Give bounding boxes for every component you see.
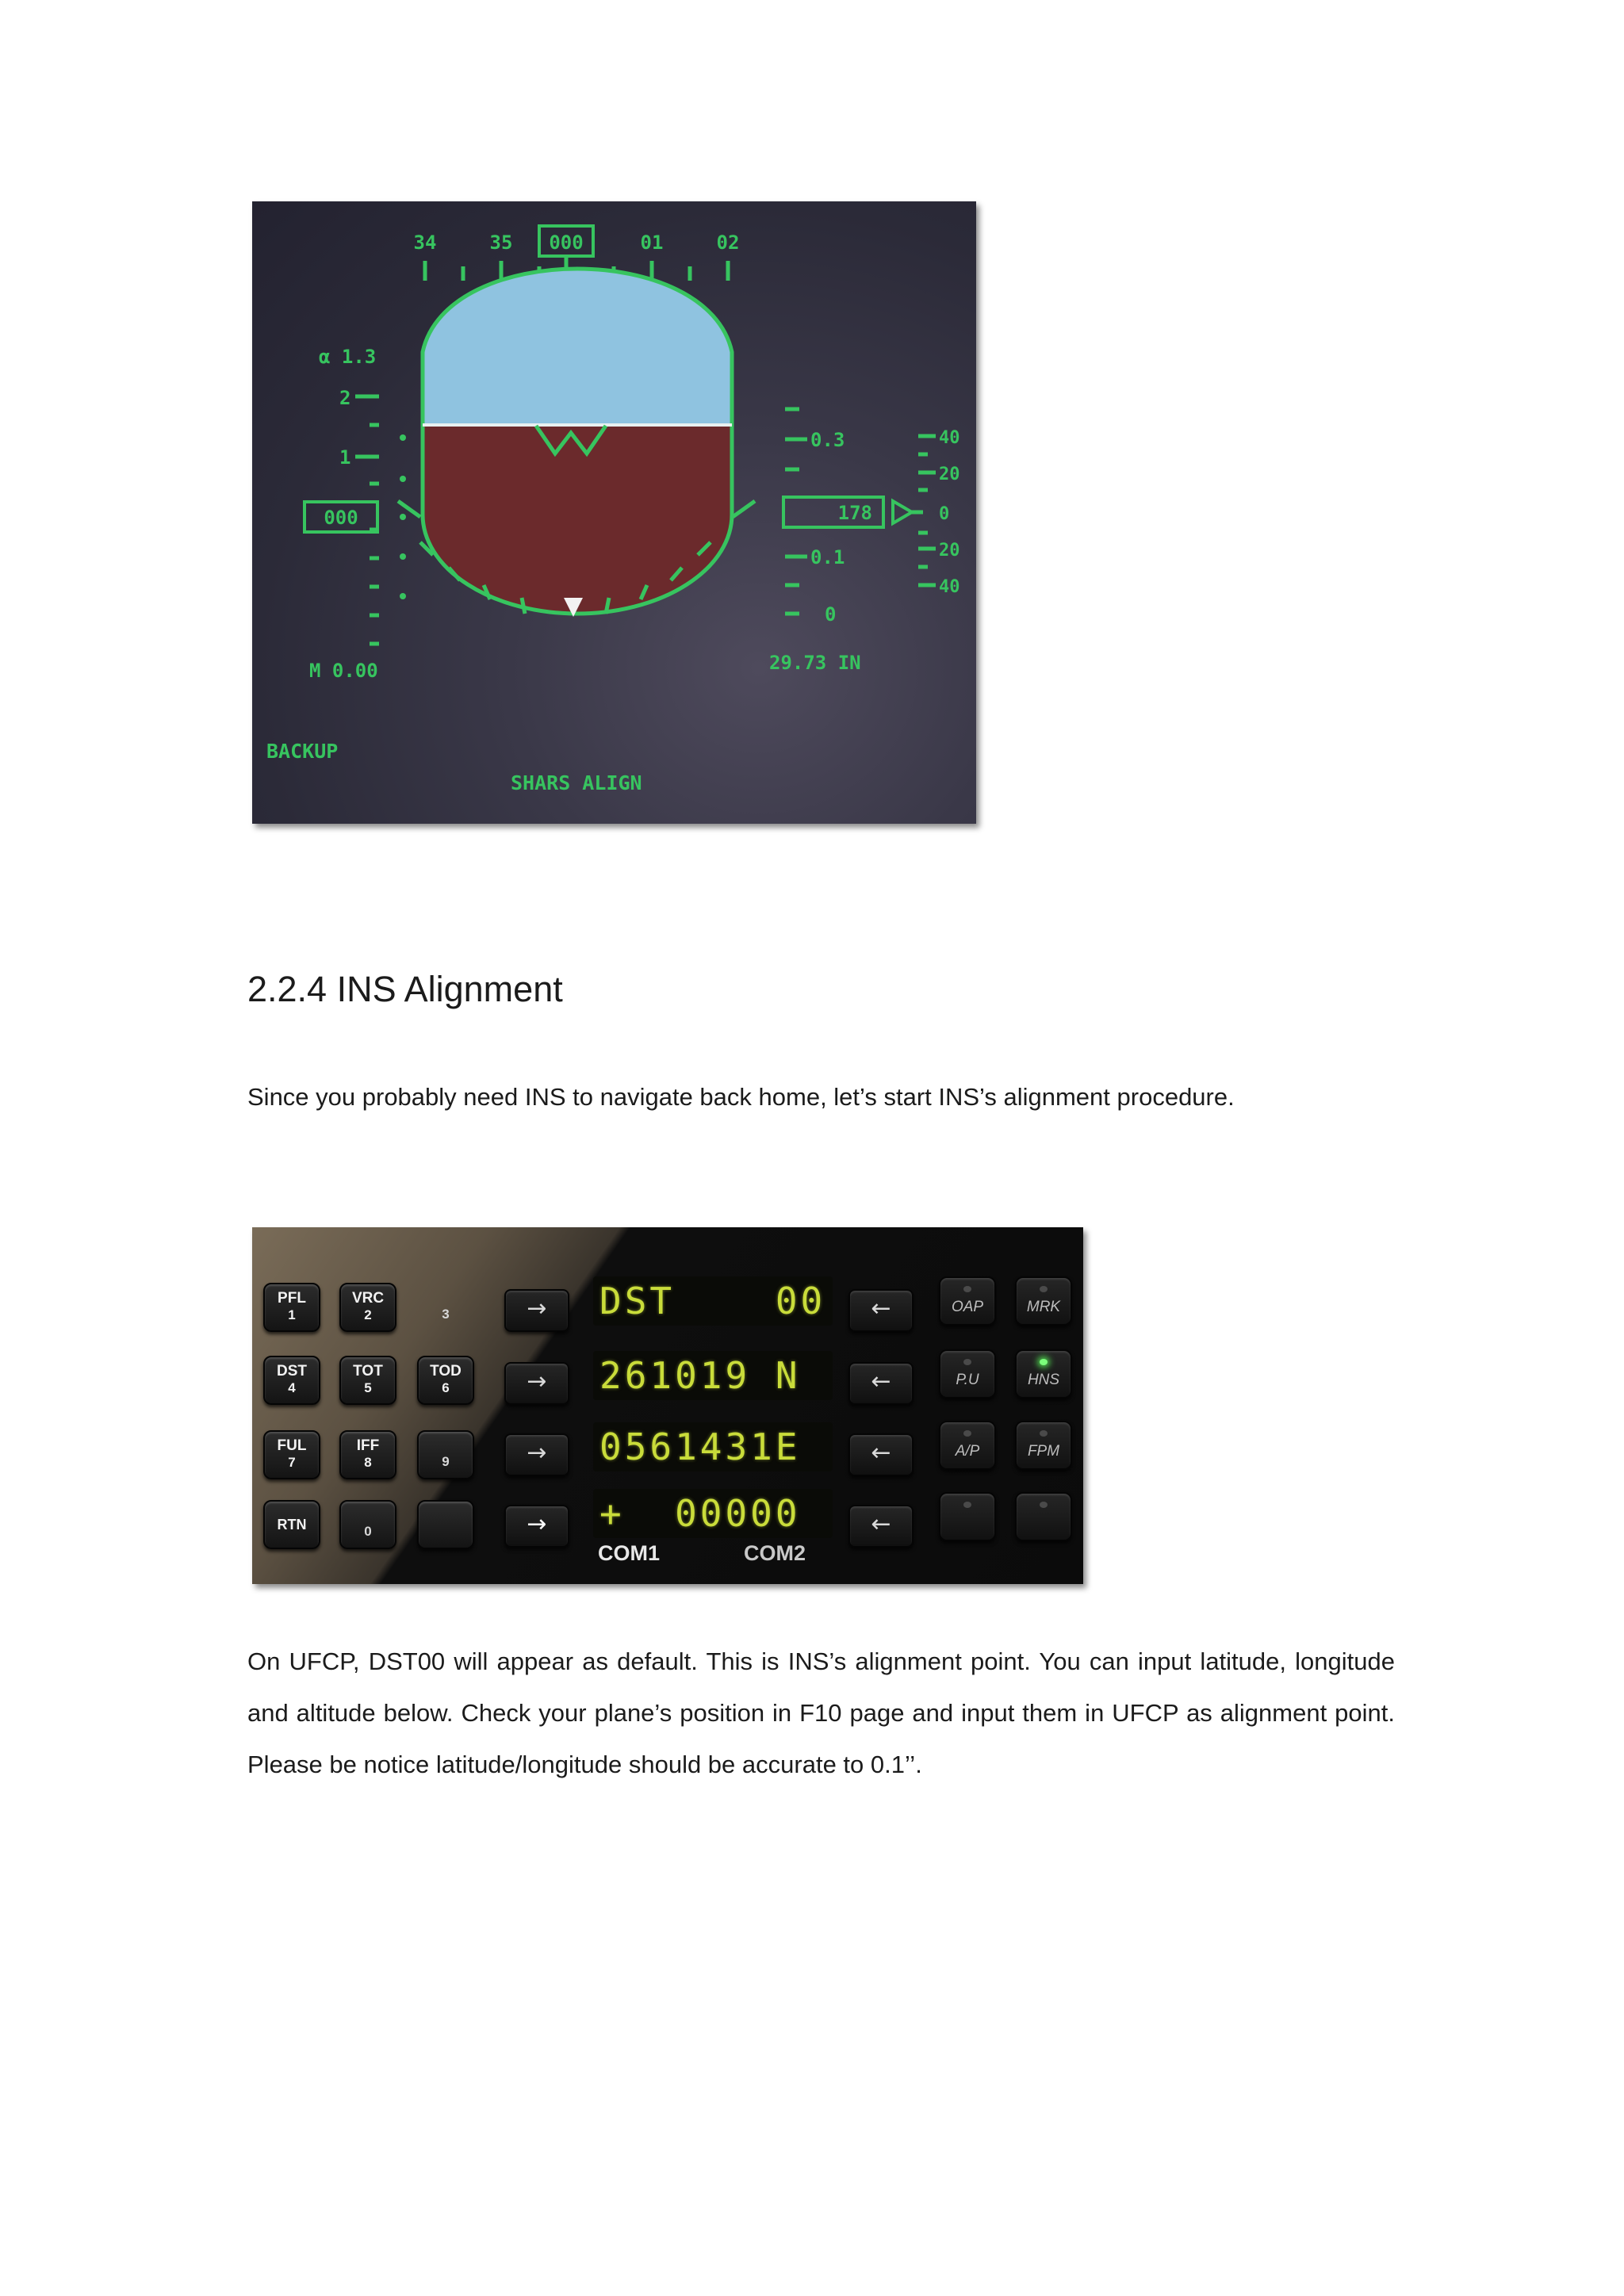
ufcp-key-pfl-1: PFL 1 — [263, 1283, 320, 1332]
intro-paragraph: Since you probably need INS to navigate back home, let’s start INS’s alignment procedure. — [247, 1083, 1235, 1111]
ufcp-display-line-4: + 00000 — [593, 1489, 833, 1538]
ufcp-display-line-3: 0561431E — [593, 1422, 833, 1471]
vsi-ticks — [785, 409, 807, 614]
ufcp-select-arrow-1: → — [504, 1289, 569, 1332]
body-paragraph: On UFCP, DST00 will appear as default. This is INS’s alignment point. You can input latitude, longitude and altitude below. Check your plane’s position in F10 page and input them in UFCP as alignment point. Please be notice latitude/longitude should be accurate to 0.1’’. — [247, 1647, 1395, 1778]
far-right-label-40-bottom: 40 — [939, 577, 960, 597]
ufcp-key-vrc-2: VRC 2 — [339, 1283, 396, 1332]
ufcp-key-tot-5: TOT 5 — [339, 1356, 396, 1405]
alpha-tick-1: 1 — [339, 446, 351, 469]
ufcp-panel-image — [252, 1227, 1083, 1584]
ufcp-key-9: 9 — [417, 1430, 474, 1479]
backup-attitude-display-image — [252, 201, 976, 824]
ufcp-key-blank — [417, 1500, 474, 1549]
right-readout-value: 178 — [837, 502, 872, 524]
ufcp-key-0: 0 — [339, 1500, 396, 1549]
alpha-readout: α 1.3 — [319, 346, 377, 368]
ufcp-select-arrow-4: → — [504, 1505, 569, 1548]
ufcp-key-pu: P.U — [939, 1349, 996, 1399]
shars-align-status: SHARS ALIGN — [511, 771, 642, 794]
far-right-label-20-bottom: 20 — [939, 541, 960, 561]
heading-label-35: 35 — [489, 232, 513, 254]
pressure-readout: 29.73 IN — [769, 652, 861, 674]
ufcp-key-fpm: FPM — [1015, 1421, 1072, 1470]
ufcp-key-dst-4: DST 4 — [263, 1356, 320, 1405]
alpha-tick-2: 2 — [339, 387, 351, 409]
ufcp-display-line-1: DST 00 — [593, 1276, 833, 1326]
alpha-scale-ticks — [355, 396, 379, 644]
ufcp-display-line-2: 261019 N — [593, 1351, 833, 1400]
alpha-dots — [400, 434, 406, 599]
ufcp-key-3: 3 — [442, 1307, 450, 1322]
vsi-label-0-3: 0.3 — [810, 429, 845, 451]
ufcp-key-hns: HNS — [1015, 1349, 1072, 1399]
vsi-label-0-1: 0.1 — [810, 546, 845, 568]
ufcp-select-arrow-2: → — [504, 1362, 569, 1405]
heading-label-current: 000 — [549, 232, 584, 254]
ufcp-key-oap: OAP — [939, 1276, 996, 1326]
mach-readout: M 0.00 — [309, 660, 378, 682]
section-heading: 2.2.4 INS Alignment — [247, 969, 563, 1009]
ufcp-select-arrow-3: → — [504, 1433, 569, 1476]
ufcp-key-tod-6: TOD 6 — [417, 1356, 474, 1405]
ufcp-key-ap: A/P — [939, 1421, 996, 1470]
ufcp-key-blank-right — [1015, 1492, 1072, 1541]
far-right-label-20-top: 20 — [939, 465, 960, 484]
ufcp-com1-label: COM1 — [598, 1541, 661, 1565]
ufcp-return-arrow-2: ← — [848, 1362, 914, 1405]
ufcp-return-arrow-3: ← — [848, 1433, 914, 1476]
ufcp-key-ful-7: FUL 7 — [263, 1430, 320, 1479]
attitude-display-svg — [252, 201, 976, 824]
ufcp-return-arrow-1: ← — [848, 1289, 914, 1332]
ufcp-return-arrow-4: ← — [848, 1505, 914, 1548]
far-right-label-40-top: 40 — [939, 428, 960, 448]
heading-label-01: 01 — [640, 232, 664, 254]
heading-label-02: 02 — [716, 232, 740, 254]
backup-mode-label: BACKUP — [266, 740, 339, 763]
hns-indicator-light — [1040, 1359, 1048, 1365]
ufcp-key-iff-8: IFF 8 — [339, 1430, 396, 1479]
ufcp-com2-label: COM2 — [744, 1541, 806, 1565]
vsi-pointer — [893, 501, 912, 523]
ufcp-key-blank-left — [939, 1492, 996, 1541]
ufcp-key-rtn: RTN — [263, 1500, 320, 1549]
far-right-label-0: 0 — [939, 504, 950, 524]
left-readout-value: 000 — [324, 507, 358, 529]
vsi-label-0: 0 — [825, 603, 837, 626]
heading-label-34: 34 — [413, 232, 437, 254]
ufcp-key-mrk: MRK — [1015, 1276, 1072, 1326]
